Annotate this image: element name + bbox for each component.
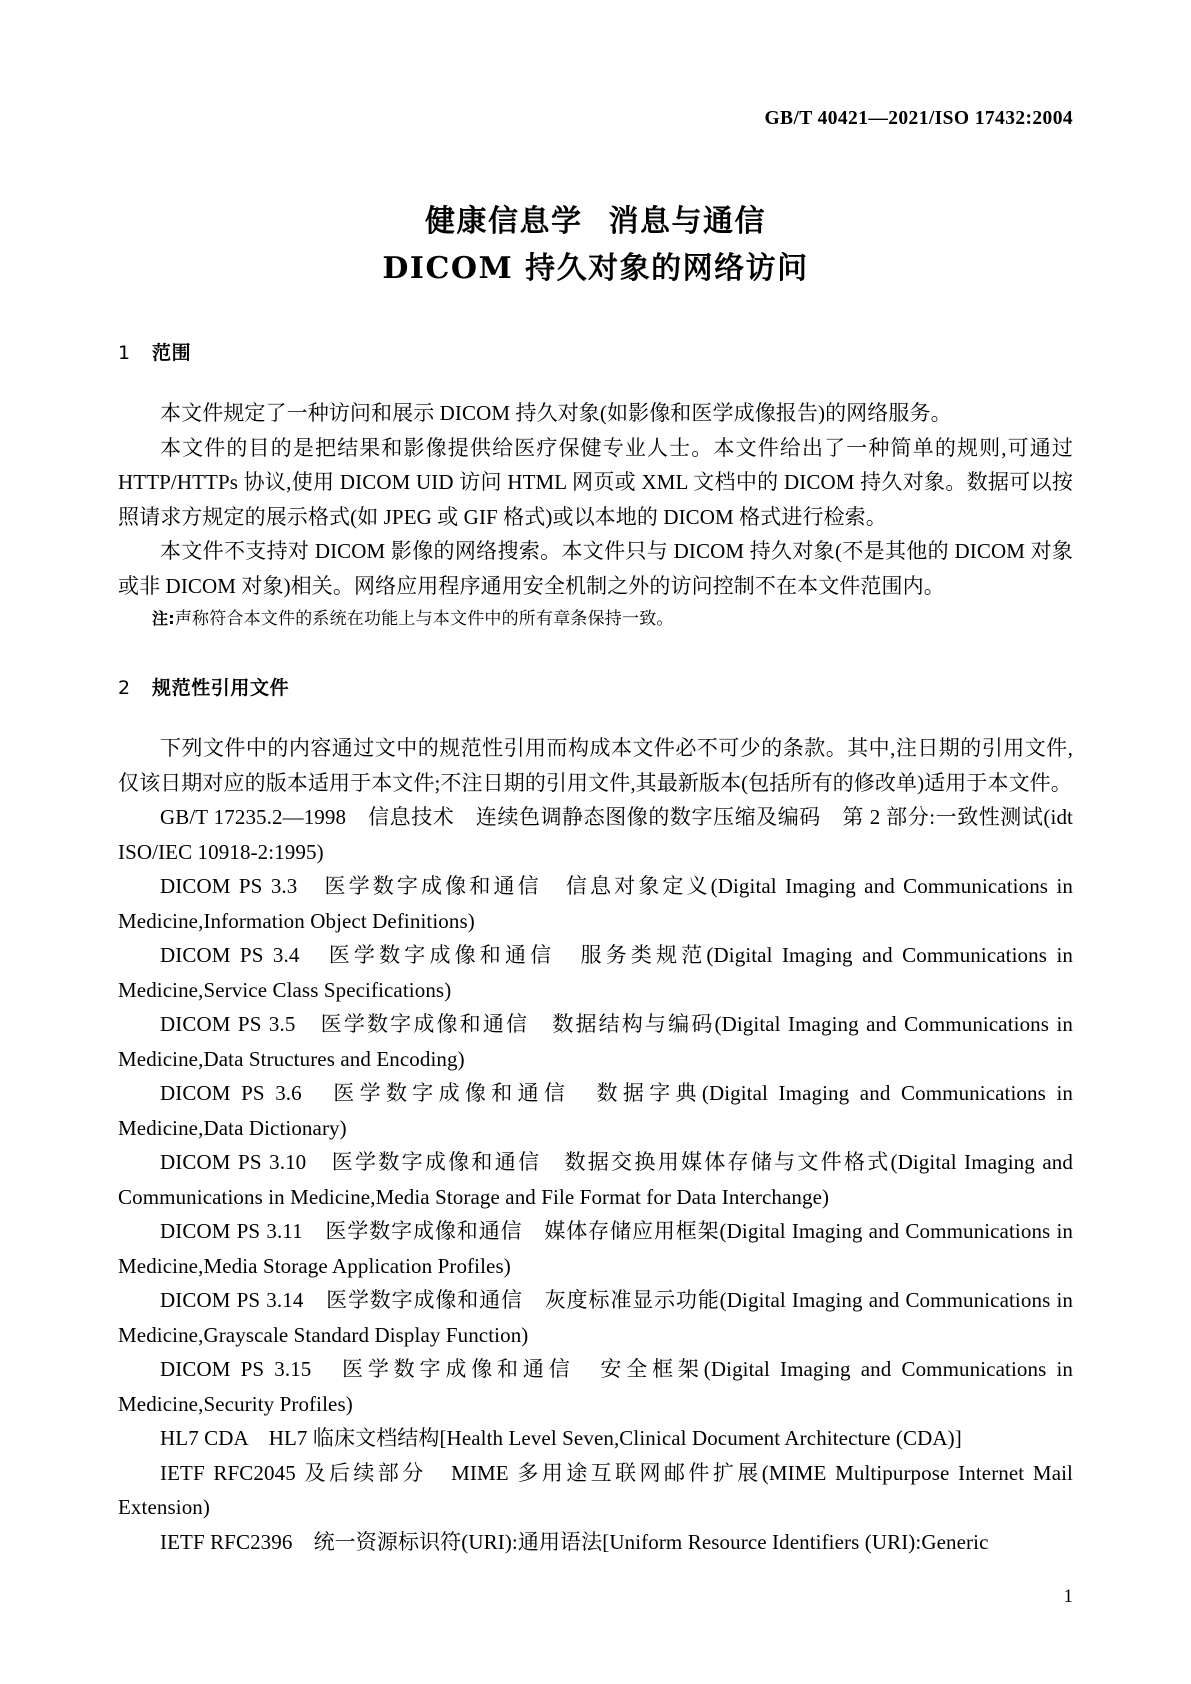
- clause-1-paragraph-3: 本文件不支持对 DICOM 影像的网络搜索。本文件只与 DICOM 持久对象(不是其他的 DICOM 对象或非 DICOM 对象)相关。网络应用程序通用安全机制之外的访问控制不在本文件范围内。: [118, 539, 1073, 598]
- clause-1-note: [118, 603, 1073, 635]
- clause-number-2: 2: [118, 677, 131, 699]
- reference-entry: DICOM PS 3.6 医学数字成像和通信 数据字典(Digital Imaging and Communications in Medicine,Data Dictionary): [118, 1081, 1073, 1140]
- clause-number-1: 1: [118, 342, 131, 364]
- clause-2-paragraph-1: 下列文件中的内容通过文中的规范性引用而构成本文件必不可少的条款。其中,注日期的引用文件,仅该日期对应的版本适用于本文件;不注日期的引用文件,其最新版本(包括所有的修改单)适用于本文件。: [118, 736, 1073, 795]
- reference-entry: DICOM PS 3.14 医学数字成像和通信 灰度标准显示功能(Digital Imaging and Communications in Medicine,Grayscale Standard Display Function): [118, 1288, 1073, 1347]
- title-subject: 健康信息学: [425, 204, 583, 239]
- running-header-text: GB/T 40421—2021/ISO 17432:2004: [764, 108, 1073, 129]
- title-block: [0, 198, 1191, 292]
- reference-entry: DICOM PS 3.3 医学数字成像和通信 信息对象定义(Digital Imaging and Communications in Medicine,Information Object Definitions): [118, 874, 1073, 933]
- clause-title-2: 规范性引用文件: [152, 677, 290, 699]
- clause-title-1: 范围: [152, 342, 192, 364]
- reference-entry: IETF RFC2045 及后续部分 MIME 多用途互联网邮件扩展(MIME Multipurpose Internet Mail Extension): [118, 1460, 1073, 1519]
- document-body: [118, 338, 1073, 1559]
- clause-heading-1: [118, 338, 1073, 368]
- clause-1-paragraph-2: 本文件的目的是把结果和影像提供给医疗保健专业人士。本文件给出了一种简单的规则,可通过 HTTP/HTTPs 协议,使用 DICOM UID 访问 HTML 网页或 XML 文档中的 DICOM 持久对象。数据可以按照请求方规定的展示格式(如 JPEG 或 GIF 格式)或以本地的 DICOM 格式进行检索。: [118, 435, 1073, 529]
- reference-entry: DICOM PS 3.11 医学数字成像和通信 媒体存储应用框架(Digital Imaging and Communications in Medicine,Media Storage Application Profiles): [118, 1219, 1073, 1278]
- document-title-line-1: [0, 198, 1191, 245]
- reference-entry: HL7 CDA HL7 临床文档结构[Health Level Seven,Clinical Document Architecture (CDA)]: [160, 1426, 962, 1450]
- reference-entry: DICOM PS 3.15 医学数字成像和通信 安全框架(Digital Imaging and Communications in Medicine,Security Profiles): [118, 1357, 1073, 1416]
- clause-heading-2: [118, 673, 1073, 703]
- reference-entry: IETF RFC2396 统一资源标识符(URI):通用语法[Uniform Resource Identifiers (URI):Generic: [160, 1529, 989, 1554]
- reference-entry: GB/T 17235.2—1998 信息技术 连续色调静态图像的数字压缩及编码 第 2 部分:一致性测试(idt ISO/IEC 10918-2:1995): [118, 805, 1073, 864]
- reference-entry: DICOM PS 3.4 医学数字成像和通信 服务类规范(Digital Imaging and Communications in Medicine,Service Class Specifications): [118, 943, 1073, 1002]
- page-number: 1: [1063, 1586, 1073, 1607]
- reference-entry: DICOM PS 3.5 医学数字成像和通信 数据结构与编码(Digital Imaging and Communications in Medicine,Data Structures and Encoding): [118, 1012, 1073, 1071]
- note-label: 注:: [152, 609, 175, 628]
- document-title-line-2: DICOM 持久对象的网络访问: [382, 251, 809, 286]
- running-header: [0, 108, 1073, 130]
- reference-entry: DICOM PS 3.10 医学数字成像和通信 数据交换用媒体存储与文件格式(Digital Imaging and Communications in Medicine,Media Storage and File Format for Data Interchange): [118, 1150, 1073, 1209]
- clause-1-paragraph-1: 本文件规定了一种访问和展示 DICOM 持久对象(如影像和医学成像报告)的网络服务。: [160, 401, 952, 425]
- note-text: 声称符合本文件的系统在功能上与本文件中的所有章条保持一致。: [174, 609, 674, 628]
- title-topic: 消息与通信: [608, 204, 766, 239]
